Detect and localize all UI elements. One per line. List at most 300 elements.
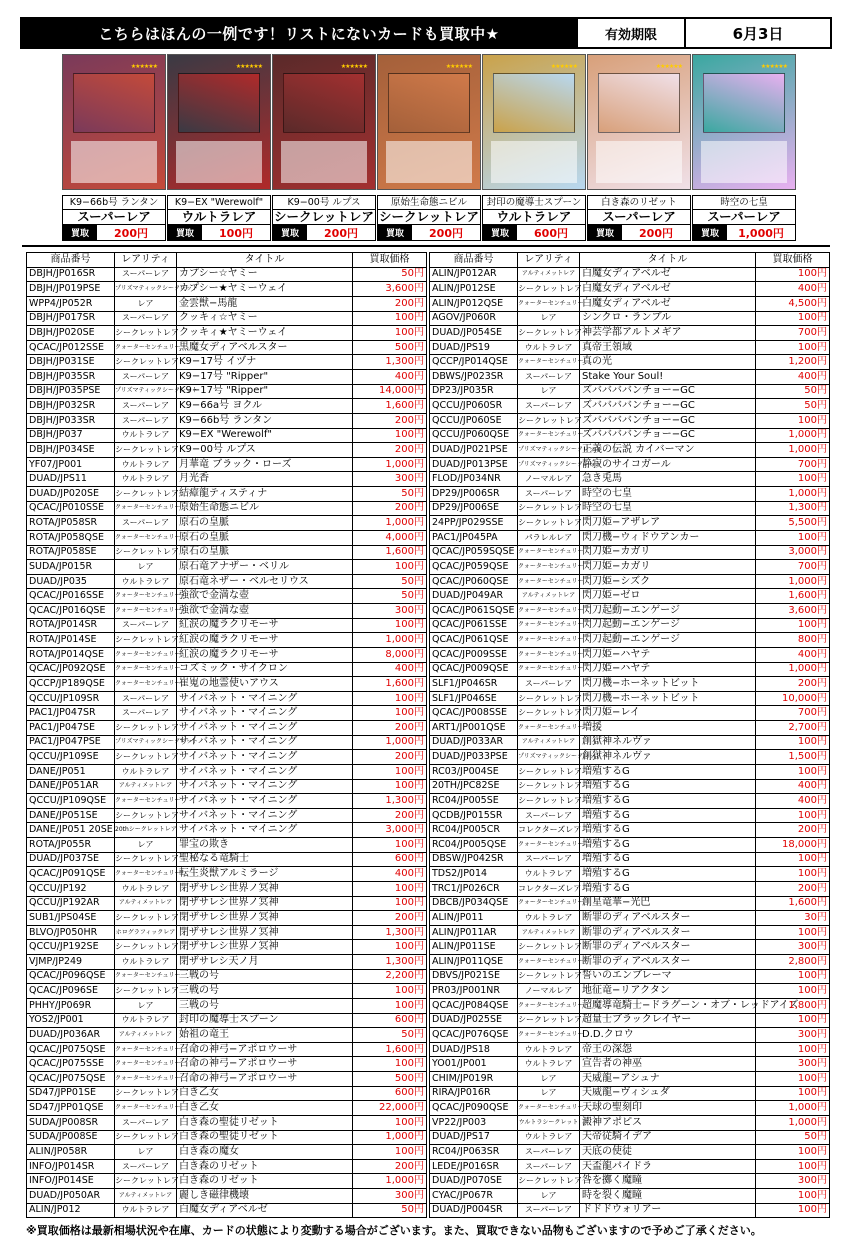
table-row [27,823,427,838]
product-code: DBJH/JP017SR [27,311,115,326]
table-row [430,1174,830,1189]
table-row [27,428,427,443]
featured-card-rarity: スーパーレア [692,210,796,225]
card-title: 始祖の竜王 [177,1028,353,1043]
card-art [703,73,785,133]
product-code: DP29/JP006SR [430,487,518,502]
buy-price: 200円 [756,823,830,838]
buy-price: 100円 [353,1115,427,1130]
buy-price: 100円 [353,940,427,955]
product-code: DBJH/JP020SE [27,326,115,341]
featured-card-price: 200円 [324,226,358,240]
product-code: RC03/JP004SE [430,764,518,779]
rarity: スーパーレア [518,399,580,414]
featured-card-price-box [62,225,166,241]
rarity: クォーターセンチュリー [115,604,177,619]
table-row [430,282,830,297]
rarity: アルティメットレア [115,1028,177,1043]
rarity: ウルトラレア [115,955,177,970]
rarity: スーパーレア [115,370,177,385]
buy-price: 1,000円 [756,1115,830,1130]
rarity: クォーターセンチュリー [115,1101,177,1116]
card-title: 閃刀機−ホーネットビット [580,691,756,706]
card-image [272,54,376,190]
product-code: SLF1/JP046SR [430,677,518,692]
rarity: プリズマティックシークレット [115,384,177,399]
buy-price: 200円 [353,443,427,458]
card-title: 増殖するG [580,881,756,896]
card-title: 閃刀姫−ゼロ [580,589,756,604]
card-title: K9−EX "Werewolf" [177,428,353,443]
product-code: QCAC/JP059SQSE [430,545,518,560]
card-title: 正義の伝説 カイバーマン [580,443,756,458]
price-table-left [26,252,427,1218]
rarity: アルティメットレア [115,896,177,911]
rarity: スーパーレア [115,1115,177,1130]
featured-card [272,54,376,241]
card-text-box [176,141,262,183]
table-row [430,764,830,779]
product-code: QCAC/JP090QSE [430,1101,518,1116]
product-code: QCAC/JP009SSE [430,647,518,662]
buy-price: 100円 [756,852,830,867]
product-code: DANE/JP051AR [27,779,115,794]
buy-label: 買取 [693,225,727,240]
table-row [27,370,427,385]
card-title: サイバネット・マイニング [177,691,353,706]
table-row [430,443,830,458]
buy-price: 2,200円 [353,969,427,984]
card-title: 閉ザサレシ世界ノ冥神 [177,911,353,926]
buy-price: 100円 [353,428,427,443]
card-title: カプシー★ヤミーウェイ [177,282,353,297]
table-row [430,326,830,341]
product-code: QCDB/JP015SR [430,808,518,823]
product-code: DUAD/JP021PSE [430,443,518,458]
product-code: DBWS/JP023SR [430,370,518,385]
buy-price: 100円 [756,808,830,823]
card-title: 閉ザサレシ天ノ月 [177,955,353,970]
rarity: ウルトラシークレット [518,1115,580,1130]
rarity: ウルトラレア [115,1203,177,1218]
rarity: プリズマティックシークレット [518,443,580,458]
rarity: シークレットレア [518,326,580,341]
buy-price: 100円 [756,1203,830,1218]
featured-card-rarity: スーパーレア [587,210,691,225]
card-title: 超量士ブラックレイヤー [580,1013,756,1028]
buy-price: 5,500円 [756,516,830,531]
product-code: SUDA/JP008SR [27,1115,115,1130]
buy-price: 1,000円 [353,1130,427,1145]
table-row [430,896,830,911]
buy-price: 1,000円 [353,516,427,531]
card-title: 増殖するG [580,823,756,838]
table-row [430,574,830,589]
card-title: 閉ザサレシ世界ノ冥神 [177,896,353,911]
table-row [430,1145,830,1160]
table-row [27,311,427,326]
rarity: クォーターセンチュリー [518,618,580,633]
card-title: 天盃龍パイドラ [580,1159,756,1174]
card-text-box [386,141,472,183]
buy-price: 100円 [353,706,427,721]
table-row [430,1057,830,1072]
rarity: クォーターセンチュリー [115,1072,177,1087]
card-title: 真の光 [580,355,756,370]
card-title: 地征竜−リアクタン [580,984,756,999]
buy-price: 50円 [756,384,830,399]
buy-price: 3,000円 [756,545,830,560]
buy-price: 300円 [756,940,830,955]
rarity: スーパーレア [115,413,177,428]
rarity: シークレットレア [115,750,177,765]
buy-price: 1,500円 [756,750,830,765]
card-title: 増殖するG [580,764,756,779]
rarity: クォーターセンチュリー [115,647,177,662]
rarity: ウルトラレア [518,1042,580,1057]
buy-price: 300円 [756,1174,830,1189]
table-row [27,691,427,706]
card-title: 創獄神ネルヴァ [580,750,756,765]
card-title: 月光香 [177,472,353,487]
buy-price: 200円 [353,808,427,823]
card-title: 咎を擲く魔瞳 [580,1174,756,1189]
table-row [430,735,830,750]
rarity: レア [518,1086,580,1101]
card-title: 罪宝の欺き [177,838,353,853]
product-code: QCCU/JP192SE [27,940,115,955]
product-code: DUAD/JP020SE [27,487,115,502]
card-title: 白き森のリゼット [177,1159,353,1174]
rarity: アルティメットレア [518,267,580,282]
table-row [27,750,427,765]
product-code: ALIN/JP012QSE [430,296,518,311]
rarity: シークレットレア [518,779,580,794]
product-code: SUB1/JPS04SE [27,911,115,926]
buy-price: 100円 [353,1057,427,1072]
rarity: ノーマルレア [518,472,580,487]
product-code: YF07/JP001 [27,457,115,472]
featured-card-price-box [377,225,481,241]
product-code: DBJH/JP035SR [27,370,115,385]
product-code: DUAD/JP037SE [27,852,115,867]
card-image [587,54,691,190]
rarity: スーパーレア [518,677,580,692]
product-code: DUAD/JP050AR [27,1189,115,1204]
rarity: クォーターセンチュリー [115,969,177,984]
rarity: スーパーレア [518,1203,580,1218]
table-row [27,911,427,926]
card-art [283,73,365,133]
product-code: VP22/JP003 [430,1115,518,1130]
rarity: クォーターセンチュリー [115,1042,177,1057]
rarity: クォーターセンチュリー [518,1028,580,1043]
featured-card-name: 原始生命態ニビル [377,195,481,210]
product-code: QCCU/JP109SE [27,750,115,765]
product-code: DBSW/JP042SR [430,852,518,867]
buy-price: 1,000円 [756,487,830,502]
rarity: レア [115,838,177,853]
table-row [430,1042,830,1057]
product-code: DUAD/JPS19 [430,340,518,355]
featured-card-name: K9−66b号 ランタン [62,195,166,210]
buy-price: 1,600円 [756,896,830,911]
rarity: スーパーレア [518,370,580,385]
card-title: 天威龍−アシュナ [580,1072,756,1087]
rarity: プリズマティックシークレット [518,457,580,472]
buy-price: 600円 [353,852,427,867]
buy-price: 200円 [756,677,830,692]
rarity: クォーターセンチュリー [115,662,177,677]
rarity: クォーターセンチュリー [518,896,580,911]
table-row [27,516,427,531]
table-row [430,501,830,516]
table-row [430,1115,830,1130]
card-title: 閉ザサレシ世界ノ冥神 [177,925,353,940]
table-row [27,574,427,589]
table-row [27,706,427,721]
rarity: シークレットレア [518,940,580,955]
table-row [430,413,830,428]
table-row [430,779,830,794]
rarity: レア [518,311,580,326]
table-row [27,940,427,955]
product-code: DUAD/JPS17 [430,1130,518,1145]
rarity: レア [115,560,177,575]
buy-price: 300円 [353,1189,427,1204]
product-code: ROTA/JP058QSE [27,530,115,545]
table-row [27,296,427,311]
rarity: コレクターズレア [518,823,580,838]
card-title: 強欲で金満な壺 [177,604,353,619]
product-code: RC04/JP063SR [430,1145,518,1160]
rarity: ウルトラレア [518,867,580,882]
buy-price: 100円 [353,984,427,999]
card-title: 月華竜 ブラック・ローズ [177,457,353,472]
buy-price: 100円 [756,764,830,779]
buy-price: 100円 [756,969,830,984]
card-title: 原石竜アナザー・ベリル [177,560,353,575]
featured-card-price: 200円 [114,226,148,240]
col-header-code: 商品番号 [27,253,115,268]
rarity: クォーターセンチュリー [518,545,580,560]
buy-price: 18,000円 [756,838,830,853]
rarity: スーパーレア [115,691,177,706]
rarity: ウルトラレア [115,1013,177,1028]
rarity: アルティメットレア [115,1189,177,1204]
table-row [430,516,830,531]
table-row [27,399,427,414]
card-image [167,54,271,190]
table-row [27,487,427,502]
rarity: クォーターセンチュリー [115,1057,177,1072]
product-code: RIRA/JP016R [430,1086,518,1101]
rarity: クォーターセンチュリー [518,633,580,648]
table-row [430,823,830,838]
table-row [27,1101,427,1116]
product-code: PAC1/JP047PSE [27,735,115,750]
buy-price: 100円 [353,560,427,575]
rarity: クォーターセンチュリー [115,794,177,809]
card-title: 原始生命態ニビル [177,501,353,516]
card-title: K9−17号 イヅナ [177,355,353,370]
product-code: PAC1/JP047SE [27,721,115,736]
card-art [388,73,470,133]
rarity: シークレットレア [115,443,177,458]
buy-price: 1,600円 [353,677,427,692]
card-title: 白魔女ディアベルゼ [580,267,756,282]
card-image [482,54,586,190]
featured-card-price: 200円 [429,226,463,240]
table-row [430,794,830,809]
table-row [27,267,427,282]
table-row [27,955,427,970]
rarity: スーパーレア [115,267,177,282]
buy-price: 1,600円 [353,545,427,560]
rarity: ウルトラレア [115,764,177,779]
rarity: シークレットレア [115,1130,177,1145]
rarity: クォーターセンチュリー [518,721,580,736]
rarity: ウルトラレア [115,574,177,589]
product-code: DP23/JP035R [430,384,518,399]
col-header-price: 買取価格 [756,253,830,268]
product-code: ALIN/JP011QSE [430,955,518,970]
featured-card-price: 200円 [639,226,673,240]
card-text-box [491,141,577,183]
rarity: ウルトラレア [518,1057,580,1072]
buy-price: 400円 [756,282,830,297]
buy-price: 50円 [353,1203,427,1218]
table-row [430,604,830,619]
table-row [430,647,830,662]
rarity: クォーターセンチュリー [518,560,580,575]
card-title: 三戦の号 [177,969,353,984]
product-code: DUAD/JP033PSE [430,750,518,765]
card-title: 紅涙の魔ラクリモーサ [177,618,353,633]
buy-price: 1,000円 [756,574,830,589]
product-code: PHHY/JP069R [27,998,115,1013]
buy-price: 1,000円 [353,633,427,648]
card-title: 時を裂く魔瞳 [580,1189,756,1204]
buy-price: 100円 [353,326,427,341]
card-title: 白き森のリゼット [177,1174,353,1189]
card-title: 閃刀姫−シズク [580,574,756,589]
product-code: QCAC/JP008SSE [430,706,518,721]
rarity: レア [115,1145,177,1160]
footer-note: ※買取価格は最新相場状況や在庫、カードの状態により変動する場合がございます。また、買取できない品物もございますので予めご了承ください。 [26,1224,762,1237]
card-title: 白き森の聖徒リゼット [177,1115,353,1130]
rarity: クォーターセンチュリー [115,501,177,516]
buy-price: 1,300円 [756,501,830,516]
product-code: CHIM/JP019R [430,1072,518,1087]
card-title: 結瘴龍ティスティナ [177,487,353,502]
product-code: QCCU/JP109QSE [27,794,115,809]
product-code: DUAD/JP033AR [430,735,518,750]
product-code: QCAC/JP060QSE [430,574,518,589]
product-code: QCAC/JP075QSE [27,1072,115,1087]
buy-price: 2,700円 [756,721,830,736]
featured-card-name: 封印の魔導士スプーン [482,195,586,210]
table-row [430,867,830,882]
table-row [27,852,427,867]
table-row [430,530,830,545]
table-row [430,311,830,326]
table-row [430,925,830,940]
col-header-rarity: レアリティ [518,253,580,268]
product-code: DUAD/JP049AR [430,589,518,604]
table-row [27,340,427,355]
buy-price: 100円 [756,1042,830,1057]
product-code: SD47/JPP01SE [27,1086,115,1101]
buy-price: 100円 [756,925,830,940]
buy-price: 50円 [353,267,427,282]
rarity: シークレットレア [115,940,177,955]
buy-label: 買取 [168,225,202,240]
product-code: QCAC/JP009QSE [430,662,518,677]
card-title: 閃刀起動−エンゲージ [580,633,756,648]
product-code: ART1/JP001QSE [430,721,518,736]
featured-card-rarity: ウルトラレア [482,210,586,225]
rarity: シークレットレア [518,794,580,809]
rarity: プリズマティックシークレット [115,735,177,750]
table-row [27,794,427,809]
featured-card [377,54,481,241]
card-art [73,73,155,133]
table-row [430,267,830,282]
table-row [27,721,427,736]
card-title: 麗しき磁律機壊 [177,1189,353,1204]
card-title: シンクロ・ランブル [580,311,756,326]
card-title: 三戦の号 [177,984,353,999]
featured-card-price-box [482,225,586,241]
product-code: FLOD/JP034NR [430,472,518,487]
product-code: QCAC/JP061QSE [430,633,518,648]
buy-price: 600円 [353,1013,427,1028]
card-title: 閃刀起動−エンゲージ [580,618,756,633]
rarity: シークレットレア [115,487,177,502]
card-title: 断罪のディアベルスター [580,925,756,940]
section-divider [22,245,830,247]
table-row [27,779,427,794]
buy-price: 30円 [756,911,830,926]
table-row [430,808,830,823]
table-row [430,633,830,648]
table-row [27,326,427,341]
rarity: シークレットレア [115,545,177,560]
col-header-code: 商品番号 [430,253,518,268]
buy-price: 1,800円 [756,998,830,1013]
buy-price: 700円 [756,706,830,721]
rarity: シークレットレア [115,984,177,999]
product-code: PR03/JP001NR [430,984,518,999]
product-code: QCAC/JP016SSE [27,589,115,604]
product-code: DBJH/JP033SR [27,413,115,428]
table-row [27,838,427,853]
card-title: 増援 [580,721,756,736]
col-header-title: タイトル [580,253,756,268]
product-code: QCCU/JP109SR [27,691,115,706]
product-code: QCAC/JP016QSE [27,604,115,619]
card-title: 帝王の深怨 [580,1042,756,1057]
card-title: 原石の皇脈 [177,530,353,545]
featured-card-name: 白き森のリゼット [587,195,691,210]
buy-price: 300円 [756,1057,830,1072]
table-row [430,384,830,399]
buy-price: 100円 [353,881,427,896]
rarity: スーパーレア [115,706,177,721]
card-title: 召命の神弓−アポロウーサ [177,1072,353,1087]
table-row [27,355,427,370]
